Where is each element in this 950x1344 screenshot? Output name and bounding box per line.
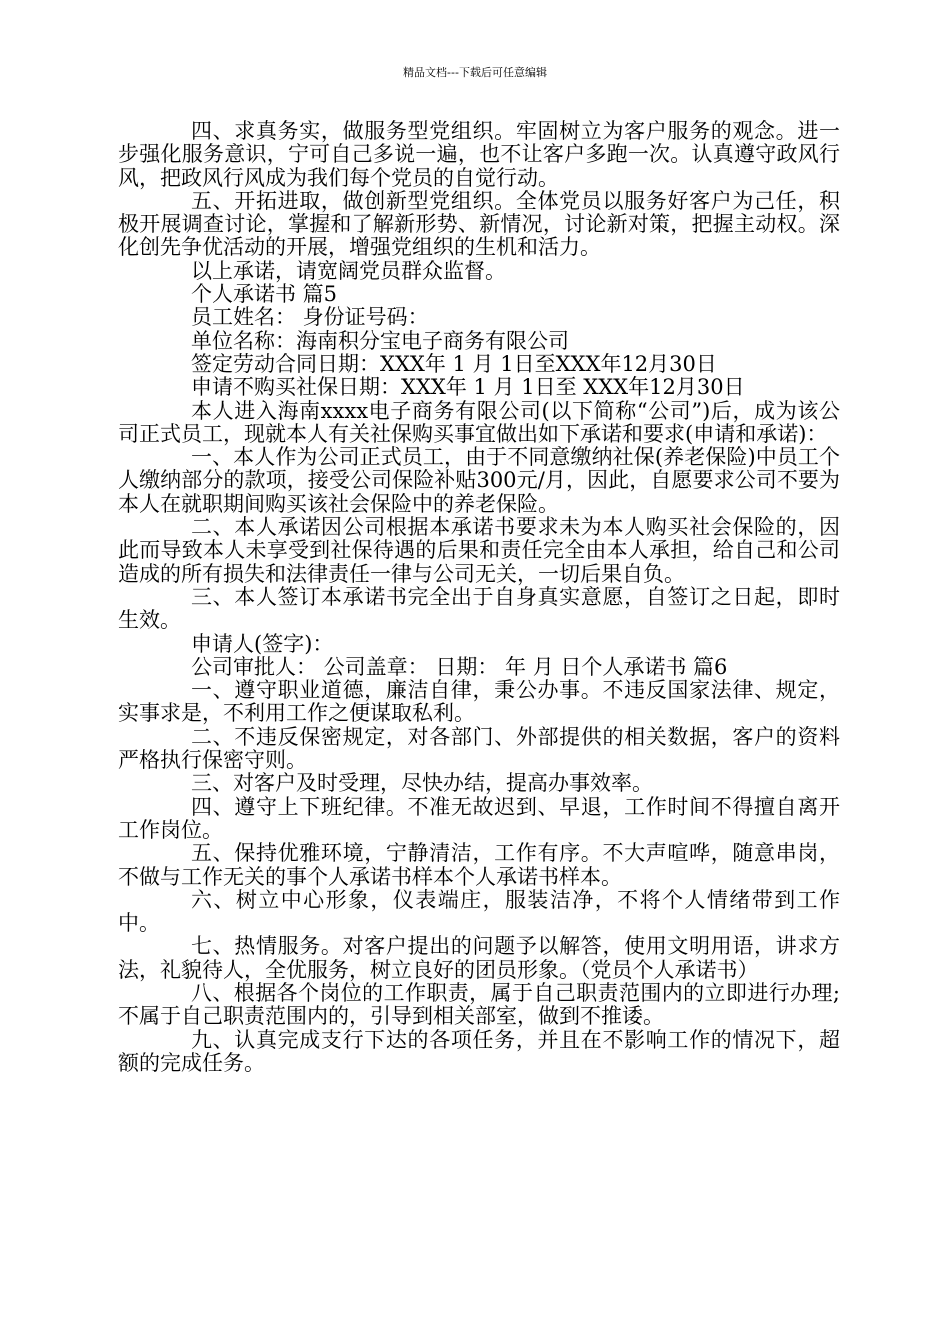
field-company-name: 单位名称：海南积分宝电子商务有限公司 (191, 328, 569, 353)
rule-item-6: 六、树立中心形象，仪表端庄，服装洁净，不将个人情绪带到工作中。 (118, 887, 840, 936)
paragraph-item-2: 二、本人承诺因公司根据本承诺书要求未为本人购买社会保险的，因此而导致本人未享受到社保待遇的后果和责任完全由本人承担，给自己和公司造成的所有损失和法律责任一律与公司无关，一切后果自负。 (118, 515, 840, 586)
rule-item-3: 三、对客户及时受理，尽快办结，提高办事效率。 (191, 771, 653, 796)
paragraph-service-oriented: 四、求真务实，做服务型党组织。牢固树立为客户服务的观念。进一步强化服务意识，宁可自己多说一遍，也不让客户多跑一次。认真遵守政风行风，把政风行风成为我们每个党员的自觉行动。 (118, 119, 840, 190)
paragraph-supervision: 以上承诺，请宽阔党员群众监督。 (191, 258, 506, 283)
field-no-insurance-date: 申请不购买社保日期：XXX年 1 月 1日至 XXX年12月30日 (191, 375, 745, 400)
field-approver-and-title-6: 公司审批人： 公司盖章： 日期： 年 月 日个人承诺书 篇6 (191, 654, 728, 679)
document-body (118, 120, 840, 1075)
rule-item-1: 一、遵守职业道德，廉洁自律，秉公办事。不违反国家法律、规定，实事求是，不利用工作之便谋取私利。 (118, 678, 840, 726)
rule-item-8: 八、根据各个岗位的工作职责，属于自己职责范围内的立即进行办理;不属于自己职责范围内的，引导到相关部室，做到不推诿。 (118, 980, 840, 1029)
paragraph-item-3: 三、本人签订本承诺书完全出于自身真实意愿，自签订之日起，即时生效。 (118, 584, 840, 633)
rule-item-9: 九、认真完成支行下达的各项任务，并且在不影响工作的情况下，超额的完成任务。 (118, 1027, 840, 1075)
rule-item-2: 二、不违反保密规定，对各部门、外部提供的相关数据，客户的资料严格执行保密守则。 (118, 724, 840, 773)
paragraph-intro: 本人进入海南xxxx电子商务有限公司(以下简称“公司”)后，成为该公司正式员工，现就本人有关社保购买事宜做出如下承诺和要求(申请和承诺)： (118, 398, 840, 446)
paragraph-innovation: 五、开拓进取，做创新型党组织。全体党员以服务好客户为己任，积极开展调查讨论，掌握和了解新形势、新情况，讨论新对策，把握主动权。深化创先争优活动的开展，增强党组织的生机和活力。 (118, 188, 840, 260)
field-contract-date: 签定劳动合同日期：XXX年 1 月 1日至XXX年12月30日 (191, 351, 717, 376)
page-header: 精品文档---下载后可任意编辑 (403, 66, 547, 79)
rule-item-5: 五、保持优雅环境，宁静清洁，工作有序。不大声喧哗，随意串岗，不做与工作无关的事个人承诺书样本个人承诺书样本。 (118, 841, 840, 889)
rule-item-4: 四、遵守上下班纪律。不准无故迟到、早退，工作时间不得擅自离开工作岗位。 (118, 794, 840, 842)
rule-item-7: 七、热情服务。对客户提出的问题予以解答，使用文明用语，讲求方法，礼貌待人，全优服务，树立良好的团员形象。（党员个人承诺书） (118, 934, 840, 982)
field-employee-name: 员工姓名： 身份证号码： (191, 305, 429, 330)
section-title-5: 个人承诺书 篇5 (191, 282, 338, 307)
paragraph-item-1: 一、本人作为公司正式员工，由于不同意缴纳社保(养老保险)中员工个人缴纳部分的款项，接受公司保险补贴300元/月，因此，自愿要求公司不要为本人在就职期间购买该社会保险中的养老保险。 (118, 445, 840, 516)
field-applicant-signature: 申请人(签字)： (191, 631, 334, 656)
